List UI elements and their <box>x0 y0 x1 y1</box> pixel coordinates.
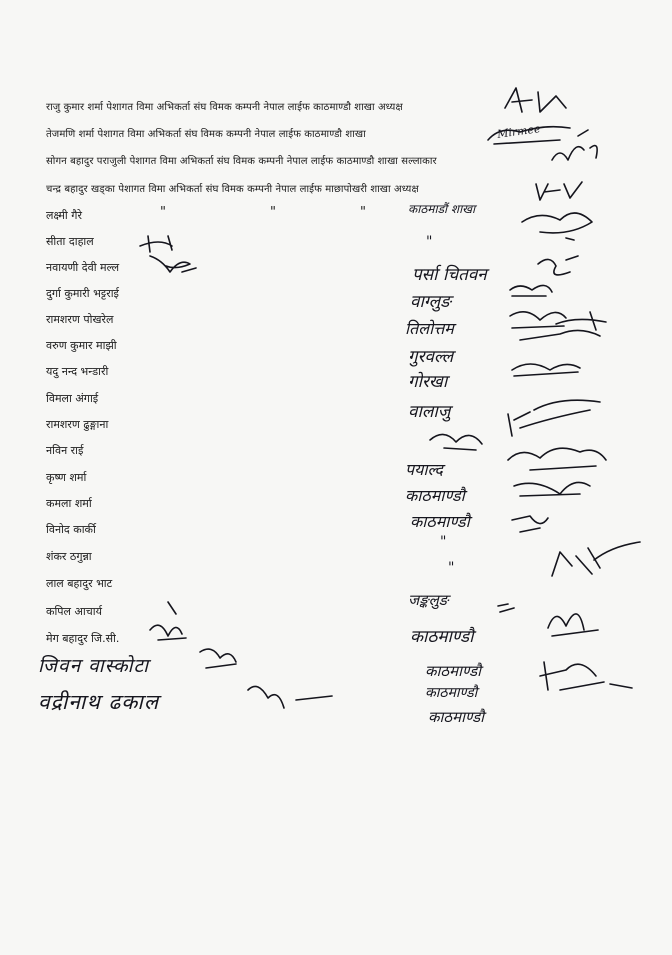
name-row: कृष्ण शर्मा <box>46 471 87 484</box>
signature <box>150 602 186 640</box>
signature <box>200 649 236 668</box>
handwritten-branch: पयाल्द <box>405 460 443 479</box>
header-line-3: सोगन बहादुर पराजुली पेशागत विमा अभिकर्ता संघ विमक कम्पनी नेपाल लाईफ काठमाण्डौ शाखा सल्लाकार <box>46 156 437 167</box>
signature <box>430 434 482 450</box>
signature <box>536 182 582 200</box>
signature <box>552 542 640 576</box>
name-row: कपिल आचार्य <box>46 605 102 618</box>
name-row: विमला अंगाई <box>46 392 99 405</box>
signature <box>510 285 552 296</box>
name-row: नविन राई <box>46 444 84 457</box>
ditto-mark: " <box>160 205 167 220</box>
signature <box>248 686 332 708</box>
handwritten-branch: काठमाण्डौ <box>410 512 470 531</box>
handwritten-branch: काठमाण्डौ <box>405 486 465 505</box>
signature <box>552 130 597 160</box>
handwritten-branch: गुरवल्ल <box>408 347 454 367</box>
signature <box>522 213 592 240</box>
handwritten-branch: वालाजु <box>408 402 451 422</box>
signature <box>548 614 598 636</box>
handwritten-branch: काठमाण्डौ <box>425 685 478 701</box>
name-row: रामशरण पोखरेल <box>46 313 114 326</box>
ditto-mark: " <box>360 205 367 220</box>
name-row: नवायणी देवी मल्ल <box>46 261 120 274</box>
signature <box>538 256 578 275</box>
name-row: शंकर ठगुन्ना <box>46 550 92 563</box>
signature-text: Mirmee <box>496 122 542 141</box>
signature <box>508 448 606 470</box>
signature <box>140 236 172 252</box>
handwritten-branch: काठमाण्डौ <box>425 662 482 680</box>
handwritten-name: वद्रीनाथ ढकाल <box>38 690 160 714</box>
signature <box>512 364 580 376</box>
handwritten-branch: काठमाडौं शाखा <box>408 202 476 216</box>
handwritten-branch: पर्सा चितवन <box>412 265 487 285</box>
name-row: रामशरण ढुङ्गाना <box>46 418 109 431</box>
handwritten-branch: वाग्लुङ <box>410 292 451 312</box>
signature <box>488 127 570 144</box>
handwritten-branch: गोरखा <box>408 372 448 392</box>
header-line-2: तेजमणि शर्मा पेशागत विमा अभिकर्ता संघ विमक कम्पनी नेपाल लाईफ काठमाण्डौ शाखा <box>46 129 366 140</box>
name-row: लाल बहादुर भाट <box>46 577 113 590</box>
signature <box>150 256 196 272</box>
handwritten-branch: तिलोत्तम <box>405 319 454 338</box>
signature <box>498 604 514 612</box>
name-row: दुर्गा कुमारी भट्टराई <box>46 287 119 300</box>
signature <box>510 312 566 328</box>
name-row: मेग बहादुर जि.सी. <box>46 632 120 645</box>
handwritten-branch: जङ्कलुङ <box>408 591 449 609</box>
signature <box>514 482 590 496</box>
header-line-4: चन्द्र बहादुर खड्का पेशागत विमा अभिकर्ता संघ विमक कम्पनी नेपाल लाईफ माछापोखरी शाखा अध्यक्ष <box>46 184 419 195</box>
ditto-mark: " <box>270 205 277 220</box>
ditto-mark: " <box>426 234 433 250</box>
signature <box>512 516 548 532</box>
signature <box>540 662 632 690</box>
signature <box>505 88 566 112</box>
name-row: सीता दाहाल <box>46 235 94 248</box>
handwritten-branch: काठमाण्डौ <box>428 708 485 726</box>
name-row: वरुण कुमार माझी <box>46 339 117 352</box>
name-row: लक्ष्मी गैरे <box>46 209 82 222</box>
name-row: यदु नन्द भन्डारी <box>46 365 109 378</box>
ditto-mark: " <box>440 534 447 550</box>
ditto-mark: " <box>448 560 455 576</box>
handwritten-name: जिवन वास्कोटा <box>38 655 150 677</box>
header-line-1: राजु कुमार शर्मा पेशागत विमा अभिकर्ता संघ विमक कम्पनी नेपाल लाईफ काठमाण्डौ शाखा अध्यक्ष <box>46 102 403 113</box>
name-row: कमला शर्मा <box>46 497 92 510</box>
handwritten-branch: काठमाण्डौ <box>410 627 474 647</box>
signature <box>508 400 600 436</box>
name-row: विनोद कार्की <box>46 523 96 536</box>
